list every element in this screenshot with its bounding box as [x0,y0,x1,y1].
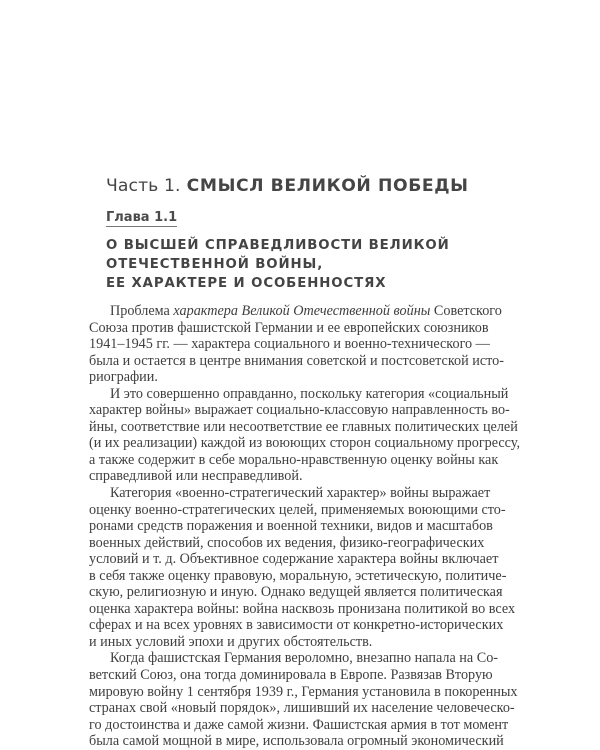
text-line: а также содержит в себе морально-нравственную оценку войны как [89,451,499,468]
text-line: была и остается в центре внимания советской и постсоветской исто- [89,352,504,369]
text-line: ронами средств поражения и военной техники, видов и масштабов [89,518,493,535]
text-line: и иных условий эпохи и других обстоятельств. [89,633,373,650]
chapter-label: Глава 1.1 [106,210,178,225]
paragraph-1 [89,303,504,386]
text-line: Союза против фашистской Германии и ее европейских союзников [89,319,489,336]
text-line: оценка характера войны: война насквозь пронизана политикой во всех [89,600,516,617]
text-line: Когда фашистская Германия вероломно, внезапно напала на Со- [110,650,499,667]
paragraph-4 [89,650,518,750]
text-line: мировую войну 1 сентября 1939 г., Германия установила в покоренных [89,683,518,700]
text-line: йны, соответствие или несоответствие ее главных политических целей [89,418,518,435]
text-line: (и их реализации) каждой из воюющих сторон социальному прогрессу, [89,435,521,452]
italic-term: характера Великой Отечественной войны [173,303,431,319]
chapter-title [106,236,506,293]
text-line: 1941–1945 гг. — характера социального и военно-технического — [89,336,490,353]
text-line: риографии. [89,369,158,386]
text-line: И это совершенно оправданно, поскольку категория «социальный [110,385,509,402]
text-line: странах свой «новый порядок», лишивший их население человеческо- [89,700,515,717]
body-text [89,303,521,750]
text-line: скую, религиозную и иную. Однако ведущей является политическая [89,584,503,601]
chapter-title-line: О ВЫСШЕЙ СПРАВЕДЛИВОСТИ ВЕЛИКОЙ [106,238,450,253]
text-line: ветский Союз, она тогда доминировала в Европе. Развязав Вторую [89,667,493,684]
text-line: сферах и на всех уровнях в зависимости от конкретно-исторических [89,617,504,634]
text-line: справедливой или несправедливой. [89,468,303,485]
chapter-title-line: ЕЕ ХАРАКТЕРЕ И ОСОБЕННОСТЯХ [106,276,387,291]
text-line [89,303,502,320]
text-line: военных действий, способов их ведения, физико-географических [89,534,485,551]
text-line: была самой мощной в мире, использовала огромный экономический [89,733,504,750]
text-line: Категория «военно-стратегический характер» войны выражает [110,485,491,502]
text-line: оценку военно-стратегических целей, применяемых воюющими сто- [89,501,506,518]
text-line: в себя также оценку правовую, моральную, эстетическую, политиче- [89,567,507,584]
part-name: СМЫСЛ ВЕЛИКОЙ ПОБЕДЫ [186,176,469,196]
part-title [106,176,506,196]
text-run: Советского [430,303,502,319]
text-line: характер войны» выражает социально-классовую направленность во- [89,402,510,419]
text-run: Проблема [110,303,174,319]
part-number: Часть 1. [106,176,181,196]
text-line: условий и т. д. Объективное содержание характера войны включает [89,551,499,568]
text-line: го достоинства и даже самой жизни. Фашистская армия в тот момент [89,716,509,733]
paragraph-3 [89,485,516,650]
paragraph-2 [89,385,521,485]
chapter-title-line: ОТЕЧЕСТВЕННОЙ ВОЙНЫ, [106,257,324,272]
